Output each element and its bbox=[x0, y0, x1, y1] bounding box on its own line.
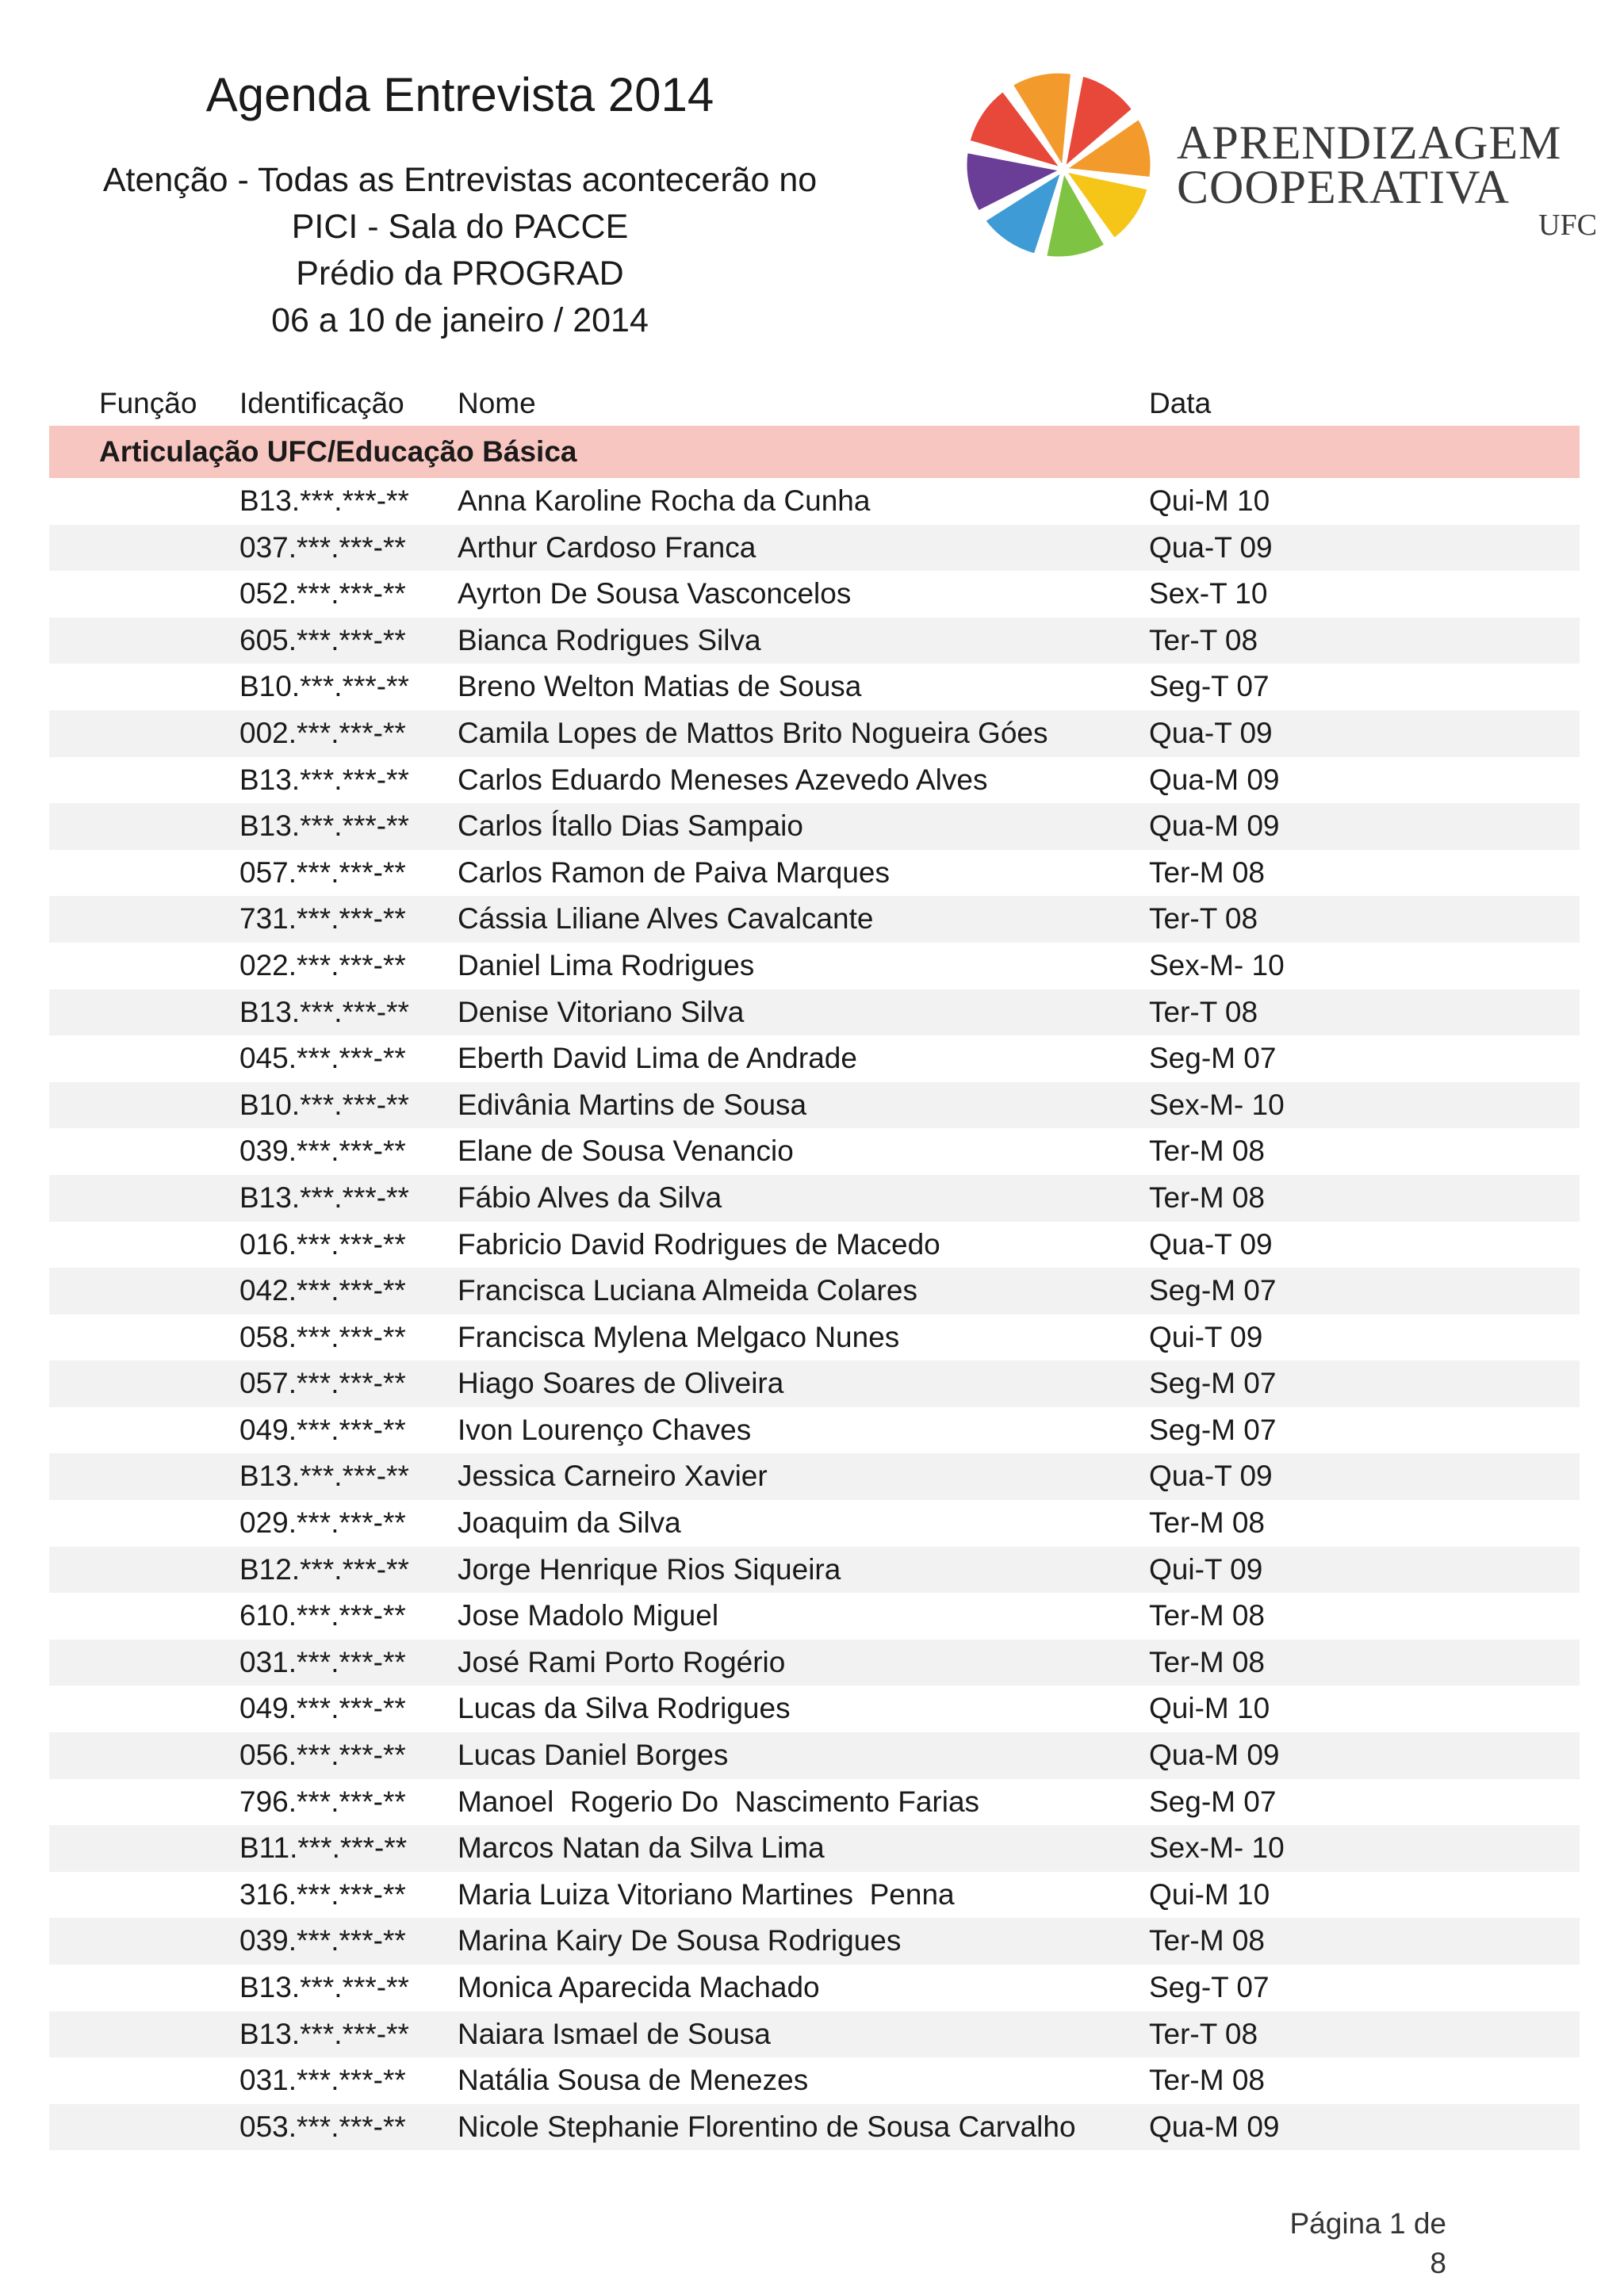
column-header-funcao: Função bbox=[99, 387, 197, 419]
cell-data: Ter-M 08 bbox=[1149, 1506, 1265, 1540]
cell-data: Seg-T 07 bbox=[1149, 1971, 1270, 2003]
cell-identificacao: 037.***.***-** bbox=[239, 530, 406, 564]
cell-data: Qua-M 09 bbox=[1149, 809, 1280, 843]
cell-nome: Arthur Cardoso Franca bbox=[458, 530, 756, 564]
cell-identificacao: B13.***.***-** bbox=[239, 2017, 409, 2050]
cell-nome: Bianca Rodrigues Silva bbox=[458, 623, 761, 656]
cell-data: Ter-M 08 bbox=[1149, 1599, 1265, 1632]
cell-identificacao: 053.***.***-** bbox=[239, 2110, 406, 2143]
cell-identificacao: 022.***.***-** bbox=[239, 948, 406, 982]
cell-nome: Fabricio David Rodrigues de Macedo bbox=[458, 1227, 940, 1261]
cell-identificacao: B13.***.***-** bbox=[239, 1181, 409, 1214]
cell-identificacao: 049.***.***-** bbox=[239, 1692, 406, 1725]
cell-identificacao: 057.***.***-** bbox=[239, 1367, 406, 1400]
table-row bbox=[49, 1407, 1580, 1454]
cell-nome: Eberth David Lima de Andrade bbox=[458, 1042, 857, 1075]
table-row bbox=[49, 1872, 1580, 1919]
cell-data: Qui-M 10 bbox=[1149, 484, 1270, 517]
cell-identificacao: B13.***.***-** bbox=[239, 995, 409, 1028]
cell-nome: Natália Sousa de Menezes bbox=[458, 2064, 809, 2097]
table-row bbox=[49, 2104, 1580, 2151]
cell-nome: Ivon Lourenço Chaves bbox=[458, 1413, 752, 1446]
cell-data: Seg-T 07 bbox=[1149, 670, 1270, 703]
cell-nome: Carlos Eduardo Meneses Azevedo Alves bbox=[458, 763, 988, 796]
cell-identificacao: B10.***.***-** bbox=[239, 1088, 409, 1121]
cell-nome: Anna Karoline Rocha da Cunha bbox=[458, 484, 871, 517]
cell-data: Qua-T 09 bbox=[1149, 716, 1273, 749]
cell-data: Ter-M 08 bbox=[1149, 1135, 1265, 1168]
cell-data: Sex-M- 10 bbox=[1149, 1088, 1285, 1121]
cell-nome: Carlos Ramon de Paiva Marques bbox=[458, 855, 890, 889]
cell-nome: Manoel Rogerio Do Nascimento Farias bbox=[458, 1785, 980, 1818]
table-row bbox=[49, 896, 1580, 943]
cell-identificacao: 052.***.***-** bbox=[239, 577, 406, 610]
cell-identificacao: 610.***.***-** bbox=[239, 1599, 406, 1632]
table-row bbox=[49, 2011, 1580, 2058]
cell-nome: Jose Madolo Miguel bbox=[458, 1599, 719, 1632]
cell-nome: Breno Welton Matias de Sousa bbox=[458, 670, 862, 703]
cell-nome: Hiago Soares de Oliveira bbox=[458, 1367, 784, 1400]
cell-nome: Ayrton De Sousa Vasconcelos bbox=[458, 577, 852, 610]
cell-nome: Francisca Luciana Almeida Colares bbox=[458, 1274, 917, 1307]
table-row bbox=[49, 757, 1580, 804]
table-row bbox=[49, 1965, 1580, 2011]
cell-identificacao: 796.***.***-** bbox=[239, 1785, 406, 1818]
logo-line-1: APRENDIZAGEM bbox=[1177, 117, 1562, 169]
cell-identificacao: 031.***.***-** bbox=[239, 2064, 406, 2097]
table-row bbox=[49, 618, 1580, 664]
table-row bbox=[49, 1082, 1580, 1129]
cell-nome: Lucas Daniel Borges bbox=[458, 1739, 729, 1772]
cell-identificacao: 605.***.***-** bbox=[239, 623, 406, 656]
cell-data: Qua-T 09 bbox=[1149, 1460, 1273, 1493]
cell-nome: Camila Lopes de Mattos Brito Nogueira Góes bbox=[458, 716, 1048, 749]
cell-identificacao: B10.***.***-** bbox=[239, 670, 409, 703]
cell-data: Qua-T 09 bbox=[1149, 530, 1273, 564]
table-row bbox=[49, 1035, 1580, 1082]
table-row bbox=[49, 1593, 1580, 1640]
table-row bbox=[49, 1360, 1580, 1407]
info-line: Atenção - Todas as Entrevistas acontecerão no bbox=[102, 161, 818, 199]
cell-data: Qui-T 09 bbox=[1149, 1320, 1263, 1353]
cell-identificacao: B13.***.***-** bbox=[239, 1460, 409, 1493]
cell-nome: Jessica Carneiro Xavier bbox=[458, 1460, 768, 1493]
cell-data: Ter-T 08 bbox=[1149, 902, 1258, 936]
table-row bbox=[49, 571, 1580, 618]
cell-data: Qui-M 10 bbox=[1149, 1692, 1270, 1725]
cell-nome: Marina Kairy De Sousa Rodrigues bbox=[458, 1924, 902, 1957]
table-row bbox=[49, 850, 1580, 897]
table-row bbox=[49, 989, 1580, 1036]
cell-nome: Jorge Henrique Rios Siqueira bbox=[458, 1552, 841, 1586]
cell-data: Ter-M 08 bbox=[1149, 2064, 1265, 2097]
table-row bbox=[49, 1686, 1580, 1732]
cell-nome: José Rami Porto Rogério bbox=[458, 1645, 786, 1678]
cell-identificacao: 731.***.***-** bbox=[239, 902, 406, 936]
cell-identificacao: 002.***.***-** bbox=[239, 716, 406, 749]
table-row bbox=[49, 1222, 1580, 1269]
cell-data: Qua-T 09 bbox=[1149, 1227, 1273, 1261]
cell-data: Seg-M 07 bbox=[1149, 1413, 1277, 1446]
table-row bbox=[49, 1500, 1580, 1547]
cell-data: Ter-T 08 bbox=[1149, 623, 1258, 656]
cell-identificacao: 045.***.***-** bbox=[239, 1042, 406, 1075]
cell-nome: Monica Aparecida Machado bbox=[458, 1971, 820, 2003]
cell-data: Sex-M- 10 bbox=[1149, 1831, 1285, 1865]
section-header bbox=[49, 426, 1580, 478]
table-body bbox=[49, 478, 1580, 2150]
aprendizagem-cooperativa-logo bbox=[952, 63, 1597, 270]
column-header-identificacao: Identificação bbox=[239, 387, 404, 419]
table-row bbox=[49, 478, 1580, 525]
table-row bbox=[49, 1268, 1580, 1314]
cell-identificacao: B12.***.***-** bbox=[239, 1552, 409, 1586]
cell-identificacao: B13.***.***-** bbox=[239, 1971, 409, 2003]
table-row bbox=[49, 1918, 1580, 1965]
cell-data: Seg-M 07 bbox=[1149, 1367, 1277, 1400]
cell-data: Ter-T 08 bbox=[1149, 995, 1258, 1028]
cell-data: Ter-M 08 bbox=[1149, 855, 1265, 889]
table-row bbox=[49, 803, 1580, 850]
cell-nome: Denise Vitoriano Silva bbox=[458, 995, 745, 1028]
cell-identificacao: B13.***.***-** bbox=[239, 763, 409, 796]
cell-data: Ter-M 08 bbox=[1149, 1645, 1265, 1678]
table-row bbox=[49, 943, 1580, 989]
cell-nome: Lucas da Silva Rodrigues bbox=[458, 1692, 791, 1725]
cell-identificacao: B13.***.***-** bbox=[239, 809, 409, 843]
cell-data: Ter-M 08 bbox=[1149, 1924, 1265, 1957]
cell-identificacao: B11.***.***-** bbox=[239, 1831, 408, 1865]
cell-nome: Marcos Natan da Silva Lima bbox=[458, 1831, 825, 1865]
cell-identificacao: 039.***.***-** bbox=[239, 1924, 406, 1957]
table-row bbox=[49, 1314, 1580, 1361]
page-number: Página 1 de 8 bbox=[1289, 2207, 1446, 2279]
cell-nome: Daniel Lima Rodrigues bbox=[458, 948, 755, 982]
logo-pinwheel-icon bbox=[952, 63, 1158, 270]
logo-line-2: COOPERATIVA bbox=[1177, 161, 1510, 213]
column-header-nome: Nome bbox=[458, 387, 536, 419]
cell-identificacao: 316.***.***-** bbox=[239, 1877, 406, 1911]
cell-data: Qua-M 09 bbox=[1149, 763, 1280, 796]
cell-data: Sex-M- 10 bbox=[1149, 948, 1285, 982]
cell-data: Qua-M 09 bbox=[1149, 1739, 1280, 1772]
cell-data: Seg-M 07 bbox=[1149, 1785, 1277, 1818]
table-row bbox=[49, 2057, 1580, 2104]
cell-identificacao: 049.***.***-** bbox=[239, 1413, 406, 1446]
cell-identificacao: 058.***.***-** bbox=[239, 1320, 406, 1353]
table-row bbox=[49, 1128, 1580, 1175]
info-line: 06 a 10 de janeiro / 2014 bbox=[271, 301, 649, 339]
column-header-data: Data bbox=[1149, 387, 1212, 419]
cell-data: Seg-M 07 bbox=[1149, 1274, 1277, 1307]
cell-nome: Maria Luiza Vitoriano Martines Penna bbox=[458, 1877, 955, 1911]
cell-identificacao: B13.***.***-** bbox=[239, 484, 409, 517]
cell-nome: Edivânia Martins de Sousa bbox=[458, 1088, 807, 1121]
cell-data: Ter-T 08 bbox=[1149, 2017, 1258, 2050]
cell-identificacao: 016.***.***-** bbox=[239, 1227, 406, 1261]
table-row bbox=[49, 664, 1580, 710]
cell-nome: Francisca Mylena Melgaco Nunes bbox=[458, 1320, 900, 1353]
table-row bbox=[49, 525, 1580, 572]
table-row bbox=[49, 1732, 1580, 1779]
table-row bbox=[49, 1453, 1580, 1500]
cell-data: Qui-T 09 bbox=[1149, 1552, 1263, 1586]
cell-nome: Fábio Alves da Silva bbox=[458, 1181, 722, 1214]
info-block bbox=[0, 157, 920, 344]
cell-nome: Naiara Ismael de Sousa bbox=[458, 2017, 771, 2050]
logo-text bbox=[1177, 117, 1597, 242]
cell-identificacao: 031.***.***-** bbox=[239, 1645, 406, 1678]
cell-data: Qua-M 09 bbox=[1149, 2110, 1280, 2143]
cell-data: Qui-M 10 bbox=[1149, 1877, 1270, 1911]
cell-identificacao: 057.***.***-** bbox=[239, 855, 406, 889]
info-line: PICI - Sala do PACCE bbox=[291, 208, 629, 246]
table-row bbox=[49, 710, 1580, 757]
cell-data: Sex-T 10 bbox=[1149, 577, 1268, 610]
cell-identificacao: 056.***.***-** bbox=[239, 1739, 406, 1772]
cell-identificacao: 042.***.***-** bbox=[239, 1274, 406, 1307]
page-title: Agenda Entrevista 2014 bbox=[205, 68, 714, 121]
table-row bbox=[49, 1547, 1580, 1594]
cell-nome: Carlos Ítallo Dias Sampaio bbox=[458, 809, 803, 843]
info-line: Prédio da PROGRAD bbox=[296, 254, 624, 293]
cell-identificacao: 029.***.***-** bbox=[239, 1506, 406, 1540]
table-row bbox=[49, 1640, 1580, 1686]
cell-nome: Nicole Stephanie Florentino de Sousa Carvalho bbox=[458, 2110, 1076, 2143]
cell-data: Seg-M 07 bbox=[1149, 1042, 1277, 1075]
logo-line-3: UFC bbox=[1538, 209, 1597, 242]
cell-identificacao: 039.***.***-** bbox=[239, 1135, 406, 1168]
cell-nome: Elane de Sousa Venancio bbox=[458, 1135, 794, 1168]
table-row bbox=[49, 1175, 1580, 1222]
cell-nome: Cássia Liliane Alves Cavalcante bbox=[458, 902, 874, 936]
table-row bbox=[49, 1825, 1580, 1872]
cell-data: Ter-M 08 bbox=[1149, 1181, 1265, 1214]
cell-nome: Joaquim da Silva bbox=[458, 1506, 681, 1540]
section-title: Articulação UFC/Educação Básica bbox=[99, 435, 577, 468]
table-row bbox=[49, 1779, 1580, 1826]
